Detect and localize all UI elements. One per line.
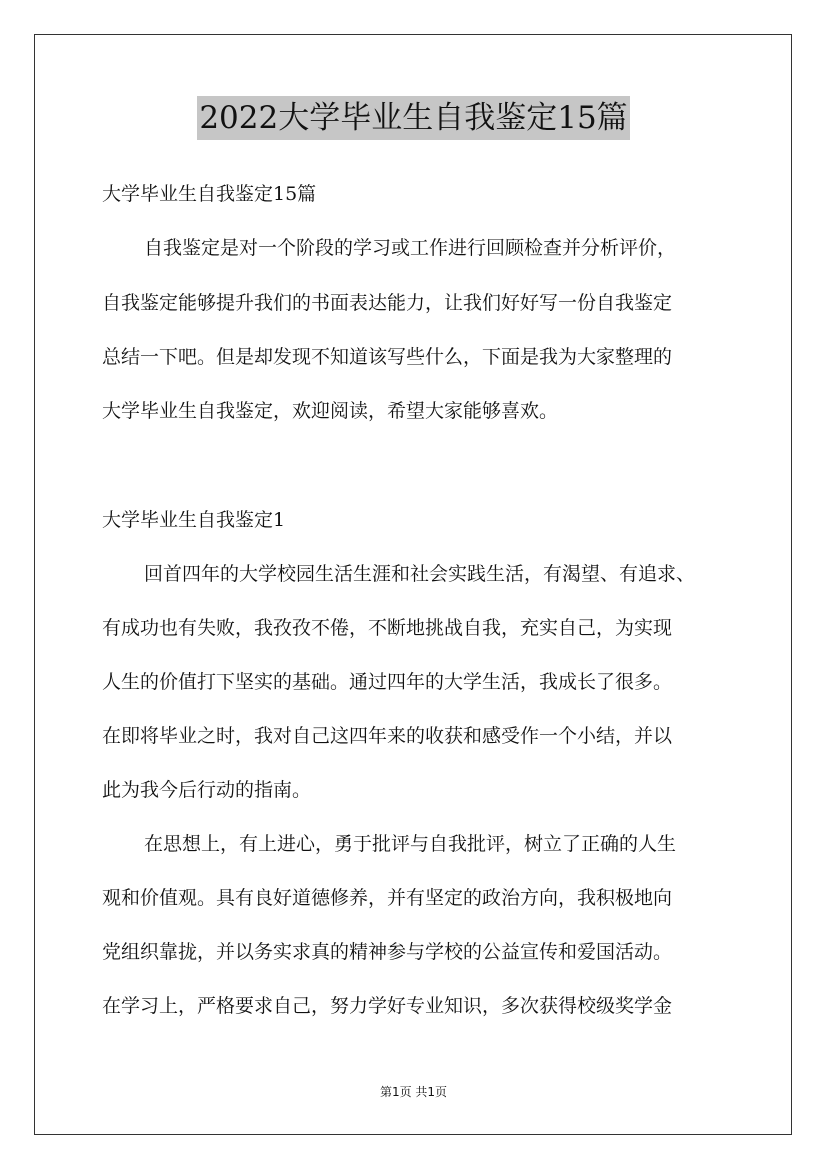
- intro-line-3: 总结一下吧。但是却发现不知道该写些什么，下面是我为大家整理的: [102, 346, 673, 368]
- paragraph-1-line-1: 回首四年的大学校园生活生涯和社会实践生活，有渴望、有追求、: [144, 563, 696, 585]
- paragraph-1-line-4: 在即将毕业之时，我对自己这四年来的收获和感受作一个小结，并以: [102, 725, 673, 747]
- intro-line-2: 自我鉴定能够提升我们的书面表达能力，让我们好好写一份自我鉴定: [102, 292, 673, 314]
- paragraph-1-line-3: 人生的价值打下坚实的基础。通过四年的大学生活，我成长了很多。: [102, 671, 673, 693]
- paragraph-1-line-2: 有成功也有失败，我孜孜不倦，不断地挑战自我，充实自己，为实现: [102, 617, 673, 639]
- section-heading: 大学毕业生自我鉴定1: [102, 509, 286, 531]
- title-container: [0, 96, 827, 140]
- intro-line-4: 大学毕业生自我鉴定，欢迎阅读，希望大家能够喜欢。: [102, 400, 559, 422]
- page-footer: 第1页 共1页: [379, 1085, 448, 1099]
- paragraph-2-line-2: 观和价值观。具有良好道德修养，并有坚定的政治方向，我积极地向: [102, 887, 673, 909]
- paragraph-1-line-5: 此为我今后行动的指南。: [102, 779, 312, 801]
- intro-line-1: 自我鉴定是对一个阶段的学习或工作进行回顾检查并分析评价，: [144, 237, 677, 259]
- paragraph-2-line-3: 党组织靠拢，并以务实求真的精神参与学校的公益宣传和爱国活动。: [102, 941, 673, 963]
- document-title: 2022大学毕业生自我鉴定15篇: [197, 96, 629, 140]
- paragraph-2-line-4: 在学习上，严格要求自己，努力学好专业知识，多次获得校级奖学金: [102, 995, 673, 1017]
- paragraph-2-line-1: 在思想上，有上进心，勇于批评与自我批评，树立了正确的人生: [144, 833, 677, 855]
- document-subtitle: 大学毕业生自我鉴定15篇: [102, 183, 317, 205]
